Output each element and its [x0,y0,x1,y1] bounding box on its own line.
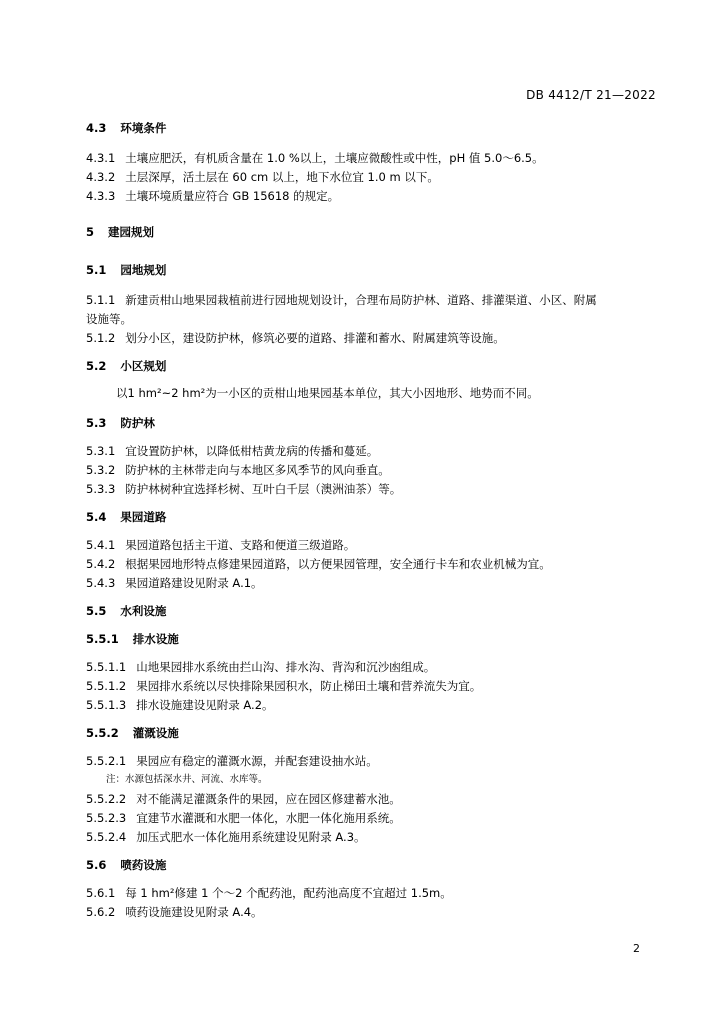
clause-number: 5.5.1.1 [86,660,127,674]
clause-line [86,676,656,696]
clause-number: 5.2 [86,359,107,373]
clause-number: 5.6.1 [86,886,116,900]
clause-text: 加压式肥水一体化施用系统建设见附录 A.3。 [136,830,366,844]
clause-number: 5.5.2.3 [86,811,127,825]
clause-line [86,479,656,499]
section-heading [86,222,656,242]
note-line [106,770,676,790]
clause-text: 每 1 hm²修建 1 个～2 个配药池，配药池高度不宜超过 1.5m。 [125,886,452,900]
document-id-header: DB 4412/T 21—2022 [526,88,656,102]
clause-number: 5.6.2 [86,905,116,919]
clause-line [86,460,656,480]
clause-text: 果园排水系统以尽快排除果园积水，防止梯田土壤和营养流失为宜。 [136,679,482,693]
clause-line [116,383,686,403]
section-heading [86,413,656,433]
section-heading [86,118,656,138]
clause-number: 5.5.2 [86,726,119,740]
page-number: 2 [633,942,640,955]
clause-number: 5.5.2.4 [86,830,127,844]
clause-line [86,535,656,555]
section-heading [86,629,656,649]
clause-number: 4.3.3 [86,189,116,203]
section-heading [86,507,656,527]
clause-text: 土壤应肥沃，有机质含量在 1.0 %以上，土壤应微酸性或中性，pH 值 5.0～6.5。 [125,151,544,165]
clause-text: 果园道路建设见附录 A.1。 [125,576,263,590]
clause-line [86,573,656,593]
clause-number: 5.4 [86,510,107,524]
clause-number: 5.4.2 [86,557,116,571]
clause-number: 4.3.1 [86,151,116,165]
clause-text: 果园道路包括主干道、支路和便道三级道路。 [125,538,356,552]
clause-number: 4.3 [86,121,107,135]
clause-text: 果园道路 [120,510,167,524]
clause-number: 5.5 [86,604,107,618]
clause-text: 宜建节水灌溉和水肥一体化，水肥一体化施用系统。 [136,811,401,825]
clause-line [86,789,656,809]
clause-number: 5.3.2 [86,463,116,477]
clause-number: 5.3 [86,416,107,430]
clause-text: 宜设置防护林，以降低柑桔黄龙病的传播和蔓延。 [125,444,379,458]
clause-number: 5.5.1 [86,632,119,646]
clause-number: 5.4.1 [86,538,116,552]
clause-line [86,167,656,187]
clause-text: 对不能满足灌溉条件的果园，应在园区修建蓄水池。 [136,792,401,806]
clause-text: 设施等。 [86,312,132,326]
clause-line [86,441,656,461]
clause-text: 喷药设施建设见附录 A.4。 [125,905,263,919]
section-heading [86,356,656,376]
clause-number: 5 [86,225,95,239]
clause-number: 注： [106,774,126,785]
clause-number: 5.4.3 [86,576,116,590]
clause-number: 5.6 [86,858,107,872]
clause-number: 4.3.2 [86,170,116,184]
clause-text: 山地果园排水系统由拦山沟、排水沟、背沟和沉沙凼组成。 [136,660,436,674]
clause-line [86,695,656,715]
clause-number: 5.3.3 [86,482,116,496]
clause-number: 5.3.1 [86,444,116,458]
clause-text: 喷药设施 [120,858,167,872]
clause-text: 防护林树种宜选择杉树、互叶白千层（澳洲油茶）等。 [125,482,402,496]
clause-text: 环境条件 [120,121,167,135]
clause-text: 以1 hm²~2 hm²为一小区的贡柑山地果园基本单位，其大小因地形、地势而不同。 [116,386,539,400]
clause-line [86,902,656,922]
clause-text: 排水设施 [132,632,179,646]
section-heading [86,260,656,280]
clause-line [86,827,656,847]
clause-number: 5.1 [86,263,107,277]
clause-text: 土层深厚，活土层在 60 cm 以上，地下水位宜 1.0 m 以下。 [125,170,439,184]
clause-text: 水利设施 [120,604,167,618]
clause-line [86,290,656,310]
clause-text: 防护林 [120,416,155,430]
clause-number: 5.5.1.3 [86,698,127,712]
clause-text: 水源包括深水井、河流、水库等。 [125,774,268,785]
section-heading [86,723,656,743]
clause-text: 果园应有稳定的灌溉水源，并配套建设抽水站。 [136,754,378,768]
clause-text: 排水设施建设见附录 A.2。 [136,698,274,712]
clause-text: 园地规划 [120,263,167,277]
clause-text: 新建贡柑山地果园栽植前进行园地规划设计，合理布局防护林、道路、排灌渠道、小区、附属 [125,293,597,307]
clause-line [86,751,656,771]
clause-line [86,328,656,348]
clause-number: 5.1.2 [86,331,116,345]
clause-text: 防护林的主林带走向与本地区多风季节的风向垂直。 [125,463,390,477]
clause-line [86,186,656,206]
clause-text: 建园规划 [108,225,155,239]
section-heading [86,855,656,875]
clause-text: 根据果园地形特点修建果园道路，以方便果园管理，安全通行卡车和农业机械为宜。 [125,557,551,571]
clause-number: 5.5.1.2 [86,679,127,693]
clause-number: 5.5.2.1 [86,754,127,768]
clause-line [86,148,656,168]
clause-text: 土壤环境质量应符合 GB 15618 的规定。 [125,189,340,203]
clause-number: 5.5.2.2 [86,792,127,806]
clause-line [86,554,656,574]
clause-line [86,657,656,677]
clause-text: 灌溉设施 [132,726,179,740]
clause-text: 划分小区，建设防护林，修筑必要的道路、排灌和蓄水、附属建筑等设施。 [125,331,505,345]
clause-number: 5.1.1 [86,293,116,307]
clause-line [86,808,656,828]
section-heading [86,601,656,621]
clause-line [86,883,656,903]
clause-line [86,309,656,329]
clause-text: 小区规划 [120,359,167,373]
